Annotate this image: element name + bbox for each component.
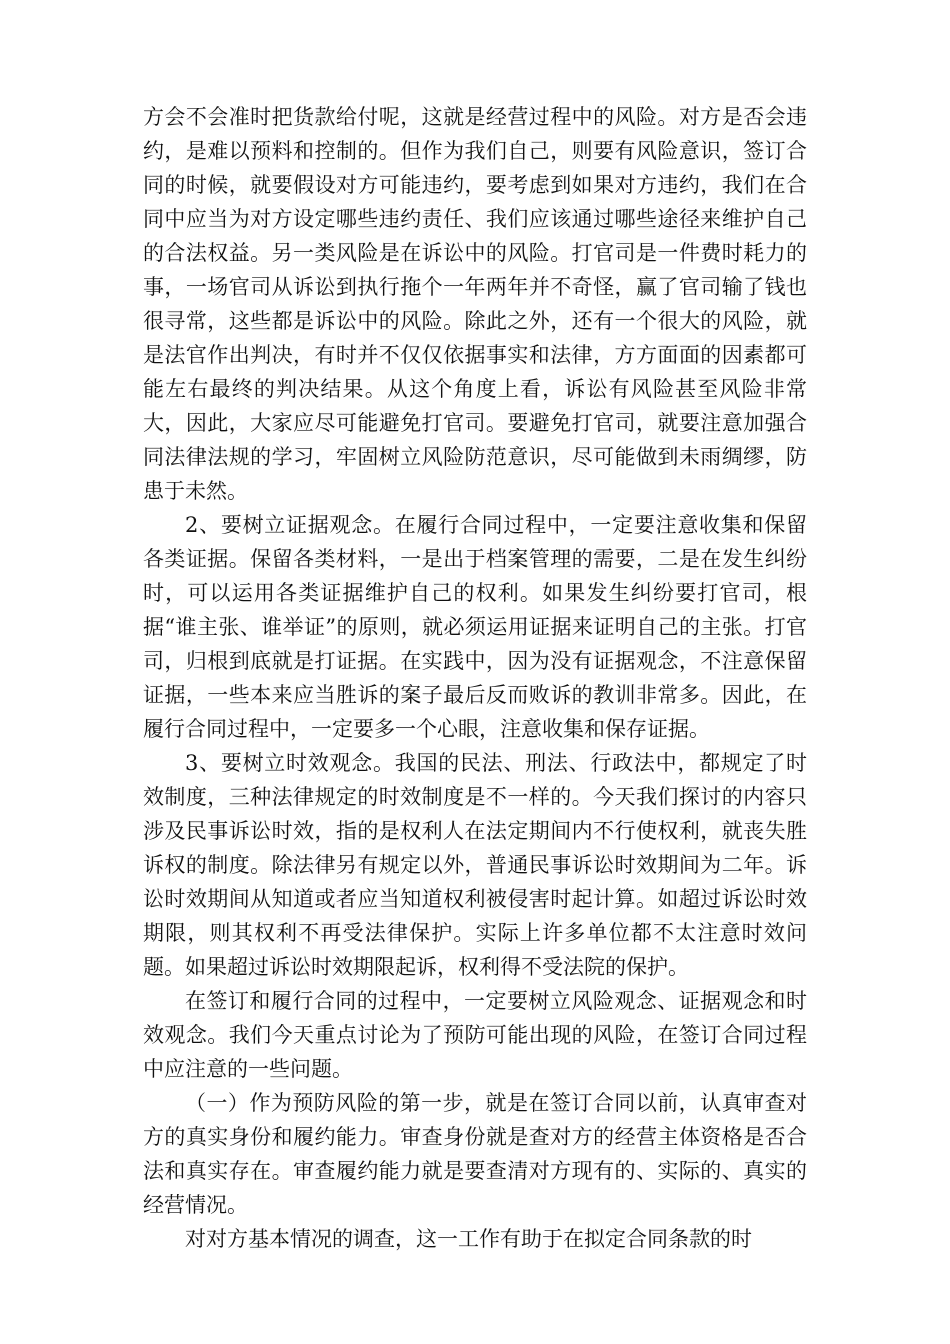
paragraph-limitation-concept: 3、要树立时效观念。我国的民法、刑法、行政法中，都规定了时效制度，三种法律规定的时效制度是不一样的。今天我们探讨的内容只涉及民事诉讼时效，指的是权利人在法定期间内不行使权利，就丧失胜诉权的制度。除法律另有规定以外，普通民事诉讼时效期间为二年。诉讼时效期间从知道或者应当知道权利被侵害时起计算。如超过诉讼时效期限，则其权利不再受法律保护。实际上许多单位都不太注意时效问题。如果超过诉讼时效期限起诉，权利得不受法院的保护。: [143, 751, 807, 979]
paragraph-risk-continued: 方会不会准时把货款给付呢，这就是经营过程中的风险。对方是否会违约，是难以预料和控制的。但作为我们自己，则要有风险意识，签订合同的时候，就要假设对方可能违约，要考虑到如果对方违约，我们在合同中应当为对方设定哪些违约责任、我们应该通过哪些途径来维护自己的合法权益。另一类风险是在诉讼中的风险。打官司是一件费时耗力的事，一场官司从诉讼到执行拖个一年两年并不奇怪，赢了官司输了钱也很寻常，这些都是诉讼中的风险。除此之外，还有一个很大的风险，就是法官作出判决，有时并不仅仅依据事实和法律，方方面面的因素都可能左右最终的判决结果。从这个角度上看，诉讼有风险甚至风险非常大，因此，大家应尽可能避免打官司。要避免打官司，就要注意加强合同法律法规的学习，牢固树立风险防范意识，尽可能做到未雨绸缪，防患于未然。: [143, 105, 807, 503]
paragraph-background-check: 对对方基本情况的调查，这一工作有助于在拟定合同条款的时: [185, 1227, 752, 1251]
document-page: [143, 100, 807, 1256]
paragraph-summary: 在签订和履行合同的过程中，一定要树立风险观念、证据观念和时效观念。我们今天重点讨论为了预防可能出现的风险，在签订合同过程中应注意的一些问题。: [143, 989, 807, 1081]
paragraph-section-one: （一）作为预防风险的第一步，就是在签订合同以前，认真审查对方的真实身份和履约能力。审查身份就是查对方的经营主体资格是否合法和真实存在。审查履约能力就是要查清对方现有的、实际的、真实的经营情况。: [143, 1091, 807, 1217]
paragraph-evidence-concept: 2、要树立证据观念。在履行合同过程中，一定要注意收集和保留各类证据。保留各类材料，一是出于档案管理的需要，二是在发生纠纷时，可以运用各类证据维护自己的权利。如果发生纠纷要打官司，根据“谁主张、谁举证”的原则，就必须运用证据来证明自己的主张。打官司，归根到底就是打证据。在实践中，因为没有证据观念，不注意保留证据，一些本来应当胜诉的案子最后反而败诉的教训非常多。因此，在履行合同过程中，一定要多一个心眼，注意收集和保存证据。: [143, 513, 807, 741]
